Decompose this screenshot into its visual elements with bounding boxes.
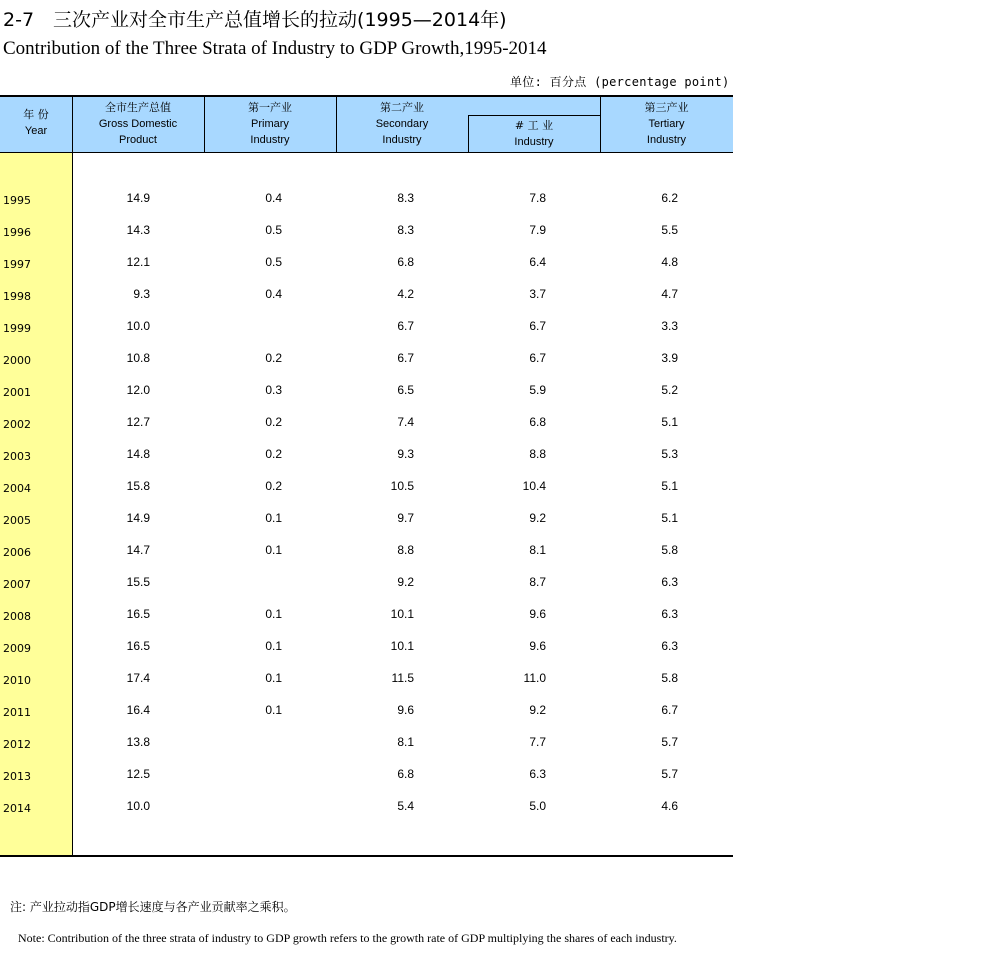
header-gdp-cn: 全市生产总值 xyxy=(105,101,171,114)
header-gdp-en2: Product xyxy=(119,134,157,146)
table-row xyxy=(0,569,733,601)
row-primary: 0.2 xyxy=(265,351,282,365)
table-row xyxy=(0,473,733,505)
row-primary: 0.1 xyxy=(265,671,282,685)
table-top-rule xyxy=(0,95,733,97)
header-primary xyxy=(204,100,336,148)
row-gdp: 15.5 xyxy=(126,575,150,589)
header-secondary xyxy=(336,100,468,148)
header-tertiary-en1: Tertiary xyxy=(648,118,685,130)
row-year: 1997 xyxy=(3,258,31,271)
row-industry: 7.8 xyxy=(529,191,546,205)
row-gdp: 14.7 xyxy=(126,543,150,557)
row-tertiary: 5.8 xyxy=(661,543,678,557)
row-tertiary: 5.2 xyxy=(661,383,678,397)
row-industry: 9.2 xyxy=(529,703,546,717)
row-industry: 6.4 xyxy=(529,255,546,269)
data-table xyxy=(0,95,733,857)
row-year: 2008 xyxy=(3,610,31,623)
table-row xyxy=(0,185,733,217)
table-row xyxy=(0,313,733,345)
row-gdp: 16.5 xyxy=(126,607,150,621)
row-secondary: 9.7 xyxy=(397,511,414,525)
row-year: 2013 xyxy=(3,770,31,783)
row-industry: 6.8 xyxy=(529,415,546,429)
table-row xyxy=(0,249,733,281)
table-row xyxy=(0,505,733,537)
row-gdp: 9.3 xyxy=(133,287,150,301)
row-gdp: 14.9 xyxy=(126,191,150,205)
row-year: 2003 xyxy=(3,450,31,463)
row-industry: 11.0 xyxy=(523,671,546,685)
row-secondary: 10.1 xyxy=(390,607,414,621)
row-tertiary: 4.6 xyxy=(661,799,678,813)
row-year: 1998 xyxy=(3,290,31,303)
row-year: 1999 xyxy=(3,322,31,335)
row-year: 1996 xyxy=(3,226,31,239)
row-industry: 10.4 xyxy=(522,479,546,493)
row-industry: 9.2 xyxy=(529,511,546,525)
note-cn: 注: 产业拉动指GDP增长速度与各产业贡献率之乘积。 xyxy=(10,900,296,914)
header-secondary-en1: Secondary xyxy=(375,118,429,130)
row-tertiary: 6.2 xyxy=(661,191,678,205)
row-gdp: 13.8 xyxy=(126,735,150,749)
header-year xyxy=(0,107,72,139)
row-tertiary: 6.7 xyxy=(661,703,678,717)
row-year: 2000 xyxy=(3,354,31,367)
note-en: Note: Contribution of the three strata of industry to GDP growth refers to the growth rate of GDP multiplying the shares of each industry. xyxy=(18,931,677,945)
row-year: 2009 xyxy=(3,642,31,655)
header-tertiary-en2: Industry xyxy=(646,134,687,146)
row-gdp: 15.8 xyxy=(126,479,150,493)
header-industry-cn: # 工 业 xyxy=(514,119,554,132)
row-secondary: 8.1 xyxy=(397,735,414,749)
row-industry: 3.7 xyxy=(529,287,546,301)
header-tertiary xyxy=(600,100,733,148)
table-row xyxy=(0,761,733,793)
row-secondary: 9.6 xyxy=(397,703,414,717)
unit-label: 单位: 百分点 (percentage point) xyxy=(510,75,730,89)
row-gdp: 17.4 xyxy=(126,671,150,685)
header-primary-en2: Industry xyxy=(250,134,290,146)
row-industry: 8.1 xyxy=(529,543,546,557)
row-secondary: 11.5 xyxy=(391,671,414,685)
row-primary: 0.3 xyxy=(265,383,282,397)
header-year-cn: 年 份 xyxy=(23,108,49,121)
row-gdp: 12.7 xyxy=(126,415,150,429)
header-year-en: Year xyxy=(24,125,48,137)
table-row xyxy=(0,697,733,729)
row-tertiary: 5.7 xyxy=(661,735,678,749)
row-tertiary: 6.3 xyxy=(661,607,678,621)
row-secondary: 6.8 xyxy=(397,767,414,781)
row-primary: 0.1 xyxy=(265,703,282,717)
row-industry: 5.9 xyxy=(529,383,546,397)
table-row xyxy=(0,441,733,473)
row-tertiary: 6.3 xyxy=(661,575,678,589)
row-industry: 8.7 xyxy=(529,575,546,589)
row-secondary: 6.7 xyxy=(397,319,414,333)
row-gdp: 16.4 xyxy=(126,703,150,717)
row-gdp: 12.0 xyxy=(126,383,150,397)
header-primary-en1: Primary xyxy=(251,118,289,130)
row-secondary: 6.8 xyxy=(397,255,414,269)
row-gdp: 10.0 xyxy=(126,319,150,333)
table-row xyxy=(0,793,733,825)
row-year: 2010 xyxy=(3,674,31,687)
row-year: 2006 xyxy=(3,546,31,559)
row-primary: 0.5 xyxy=(265,223,282,237)
row-secondary: 9.2 xyxy=(397,575,414,589)
row-tertiary: 5.5 xyxy=(661,223,678,237)
table-row xyxy=(0,601,733,633)
row-secondary: 9.3 xyxy=(397,447,414,461)
row-primary: 0.1 xyxy=(265,511,282,525)
header-secondary-cn: 第二产业 xyxy=(380,101,424,114)
row-secondary: 8.3 xyxy=(397,223,414,237)
row-secondary: 10.5 xyxy=(390,479,414,493)
row-industry: 9.6 xyxy=(529,607,546,621)
header-tertiary-cn: 第三产业 xyxy=(644,101,689,114)
row-secondary: 8.3 xyxy=(397,191,414,205)
row-gdp: 10.8 xyxy=(126,351,150,365)
row-industry: 9.6 xyxy=(529,639,546,653)
row-gdp: 14.8 xyxy=(126,447,150,461)
row-primary: 0.4 xyxy=(265,287,282,301)
row-industry: 8.8 xyxy=(529,447,546,461)
row-tertiary: 5.7 xyxy=(661,767,678,781)
table-row xyxy=(0,377,733,409)
row-primary: 0.2 xyxy=(265,415,282,429)
row-tertiary: 5.8 xyxy=(661,671,678,685)
row-tertiary: 5.1 xyxy=(661,415,678,429)
row-tertiary: 5.1 xyxy=(661,511,678,525)
table-row xyxy=(0,345,733,377)
table-row xyxy=(0,537,733,569)
row-year: 2014 xyxy=(3,802,31,815)
row-year: 2001 xyxy=(3,386,31,399)
row-gdp: 10.0 xyxy=(126,799,150,813)
row-industry: 7.9 xyxy=(529,223,546,237)
row-secondary: 10.1 xyxy=(390,639,414,653)
row-year: 2005 xyxy=(3,514,31,527)
table-row xyxy=(0,665,733,697)
table-bottom-rule xyxy=(0,855,733,857)
row-year: 2002 xyxy=(3,418,31,431)
subheader-rule xyxy=(468,115,601,116)
row-tertiary: 5.3 xyxy=(661,447,678,461)
row-primary: 0.1 xyxy=(265,543,282,557)
header-secondary-en2: Industry xyxy=(382,134,422,146)
header-industry-en: Industry xyxy=(514,136,554,148)
row-gdp: 14.3 xyxy=(126,223,150,237)
row-year: 2004 xyxy=(3,482,31,495)
row-primary: 0.1 xyxy=(265,607,282,621)
header-industry xyxy=(468,118,600,150)
row-primary: 0.5 xyxy=(265,255,282,269)
row-gdp: 12.1 xyxy=(126,255,150,269)
row-secondary: 5.4 xyxy=(397,799,414,813)
row-tertiary: 4.7 xyxy=(661,287,678,301)
row-gdp: 16.5 xyxy=(126,639,150,653)
row-primary: 0.2 xyxy=(265,479,282,493)
row-industry: 7.7 xyxy=(529,735,546,749)
row-primary: 0.2 xyxy=(265,447,282,461)
row-tertiary: 3.3 xyxy=(661,319,678,333)
row-year: 2012 xyxy=(3,738,31,751)
row-tertiary: 3.9 xyxy=(661,351,678,365)
row-industry: 6.3 xyxy=(529,767,546,781)
row-tertiary: 6.3 xyxy=(661,639,678,653)
table-row xyxy=(0,729,733,761)
row-industry: 5.0 xyxy=(529,799,546,813)
row-gdp: 14.9 xyxy=(126,511,150,525)
header-gdp-en1: Gross Domestic xyxy=(98,118,178,130)
row-secondary: 7.4 xyxy=(397,415,414,429)
page-title-cn: 2-7 三次产业对全市生产总值增长的拉动(1995—2014年) xyxy=(3,9,507,31)
table-row xyxy=(0,281,733,313)
page-title-en: Contribution of the Three Strata of Industry to GDP Growth,1995-2014 xyxy=(3,38,547,59)
row-primary: 0.1 xyxy=(265,639,282,653)
table-row xyxy=(0,633,733,665)
row-year: 1995 xyxy=(3,194,31,207)
row-secondary: 4.2 xyxy=(397,287,414,301)
row-primary: 0.4 xyxy=(265,191,282,205)
row-gdp: 12.5 xyxy=(126,767,150,781)
header-primary-cn: 第一产业 xyxy=(248,101,292,114)
row-year: 2007 xyxy=(3,578,31,591)
row-tertiary: 5.1 xyxy=(661,479,678,493)
row-industry: 6.7 xyxy=(529,319,546,333)
row-tertiary: 4.8 xyxy=(661,255,678,269)
table-header-rule xyxy=(0,152,733,153)
row-industry: 6.7 xyxy=(529,351,546,365)
table-row xyxy=(0,217,733,249)
row-secondary: 8.8 xyxy=(397,543,414,557)
row-year: 2011 xyxy=(3,706,31,719)
row-secondary: 6.5 xyxy=(397,383,414,397)
row-secondary: 6.7 xyxy=(397,351,414,365)
header-gdp xyxy=(72,100,204,148)
table-row xyxy=(0,409,733,441)
